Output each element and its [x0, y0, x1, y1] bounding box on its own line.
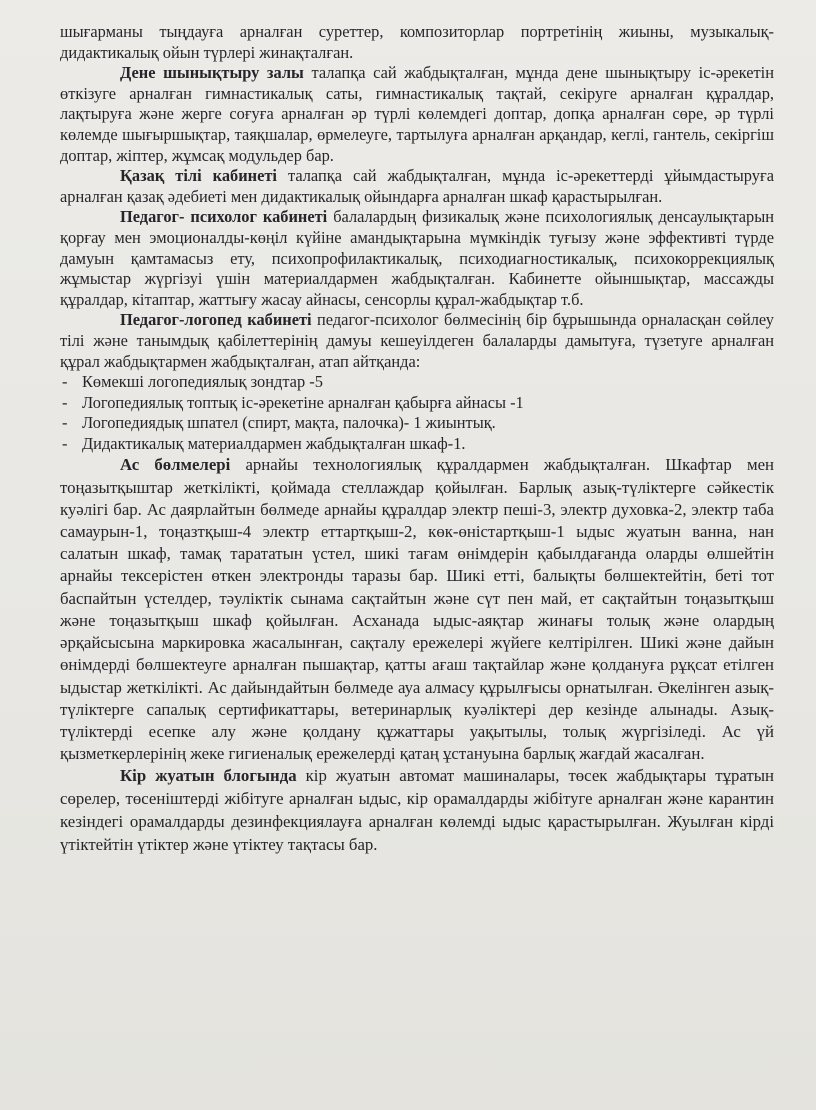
- list-item: - Логопедиялық топтық іс-әрекетіне арналған қабырға айнасы -1: [60, 393, 774, 414]
- gym-text: талапқа сай жабдықталған, мұнда дене шынықтыру іс-әрекетін өткізуге арналған гимнастикалық саты, гимнастикалық тақтай, секіруге арналған құралдар, лақтыруға және жерге соғуға арналған әр түрлі көлемдегі доптар, допқа арналған сөре, әр түрлі көлемде шығыршықтар, таяқшалар, өрмелеуге, тартылуға арналған арқандар, кеглі, гантель, секіргіш доптар, жіптер, жұмсақ модульдер бар.: [60, 63, 774, 165]
- speech-paragraph: [60, 310, 774, 372]
- canteen-paragraph: [60, 454, 774, 765]
- psychologist-text: балалардың физикалық және психологиялық денсаулықтарын қорғау мен эмоционалды-көңіл күйіне амандықтарына мүмкіндік туғызу және эффективті түрде дамуын қамтамасыз ету, психопрофилактикалық, психодиагностикалық, психокоррекциялық жұмыстар жүргізуі үшін материалдармен жабдықталған. Кабинетте ойыншықтар, массажды құралдар, кітаптар, жаттығу жасау айнасы, сенсорлы құрал-жабдықтар т.б.: [60, 207, 774, 309]
- laundry-text: кір жуатын автомат машиналары, төсек жабдықтары тұратын сөрелер, төсеніштерді жібітуге арналған ыдыс, кір орамалдарды жібітуге арналған және карантин кезіндегі орамалдарды дезинфекциялауға арналған көлемді ыдыс қарастырылған. Жуылған кірді үтіктейтін үтіктер және үтіктеу тақтасы бар.: [60, 766, 774, 854]
- list-item: - Логопедиядық шпател (спирт, мақта, палочка)- 1 жиынтық.: [60, 413, 774, 434]
- list-item: - Дидактикалық материалдармен жабдықталған шкаф-1.: [60, 434, 774, 455]
- psychologist-paragraph: [60, 207, 774, 310]
- kazakh-title: Қазақ тілі кабинеті: [120, 166, 277, 186]
- speech-text: педагог-психолог бөлмесінің бір бұрышында орналасқан сөйлеу тілі және танымдық қабілеттерінің дамуы кешеуілдеген балаларды дамытуға, түзетуге арналған құрал жабдықтармен жабдықталған, атап айтқанда:: [60, 310, 774, 371]
- speech-equipment-list: [60, 372, 774, 454]
- canteen-text: арнайы технологиялық құралдармен жабдықталған. Шкафтар мен тоңазытқыштар жеткілікті, қоймада стеллаждар қойылған. Барлық азық-түліктерге сәйкестік куәлігі бар. Ас даярлайтын бөлмеде арнайы құралдар электр пеші-3, электр духовка-2, электр таба самаурын-1, тоңазтқыш-4 электр еттартқыш-2, көк-өністартқыш-1 ыдыс жуатын ванна, нан салатын шкаф, тамақ тарататын үстел, шикі тағам өнімдерін қабылдағанда оларды өлшейтін арнайы тексерістен өткен электронды таразы бар. Шикі етті, балықты бөлшектейтін, беті тот баспайтын үстелдер, тәуліктік сынама сақтайтын және сүт пен май, ет сақтайтын тоңазытқыш және тоңазытқыш шкаф қойылған. Асханада ыдыс-аяқтар жинағы толық және олардың әрқайсысына маркировка жасалынған, сақталу ережелері жүйеге келтірілген. Шикі және дайын өнімдерді бөлшектеуге арналған пышақтар, қатты ағаш тақтайлар және қолдануға рұқсат етілген ыдыстар жеткілікті. Ас дайындайтын бөлмеде ауа алмасу құрылғысы орнатылған. Әкелінген азық-түліктерге сапалық сертификаттары, ветеринарлық куәліктері дер кезінде алынады. Азық-түліктерді есепке алу және қолдану құжаттары уақытылы, толық жүргізіледі. Ас үй қызметкерлерінің жеке гигиеналық ережелерді қатаң ұстануына барлық жағдай жасалған.: [60, 455, 774, 764]
- laundry-paragraph: [60, 765, 774, 856]
- list-item: - Көмекші логопедиялық зондтар -5: [60, 372, 774, 393]
- canteen-section: [60, 454, 774, 765]
- gym-paragraph: [60, 63, 774, 166]
- speech-title: Педагог-логопед кабинеті: [120, 310, 312, 330]
- laundry-section: [60, 765, 774, 856]
- kazakh-text: талапқа сай жабдықталған, мұнда іс-әрекеттерді ұйымдастыруға арналған қазақ әдебиеті мен дидактикалық ойындарға арналған шкаф қарастырылған.: [60, 166, 774, 206]
- gym-title: Дене шынықтыру залы: [120, 63, 304, 83]
- intro-text: шығарманы тыңдауға арналған суреттер, композиторлар портретінің жиыны, музыкалық-дидактикалық ойын түрлері жинақталған.: [60, 22, 774, 62]
- canteen-title: Ас бөлмелері: [120, 455, 231, 475]
- intro-paragraph: [60, 22, 774, 63]
- kazakh-paragraph: [60, 166, 774, 207]
- psychologist-title: Педагог- психолог кабинеті: [120, 207, 328, 227]
- laundry-title: Кір жуатын блогында: [120, 766, 297, 786]
